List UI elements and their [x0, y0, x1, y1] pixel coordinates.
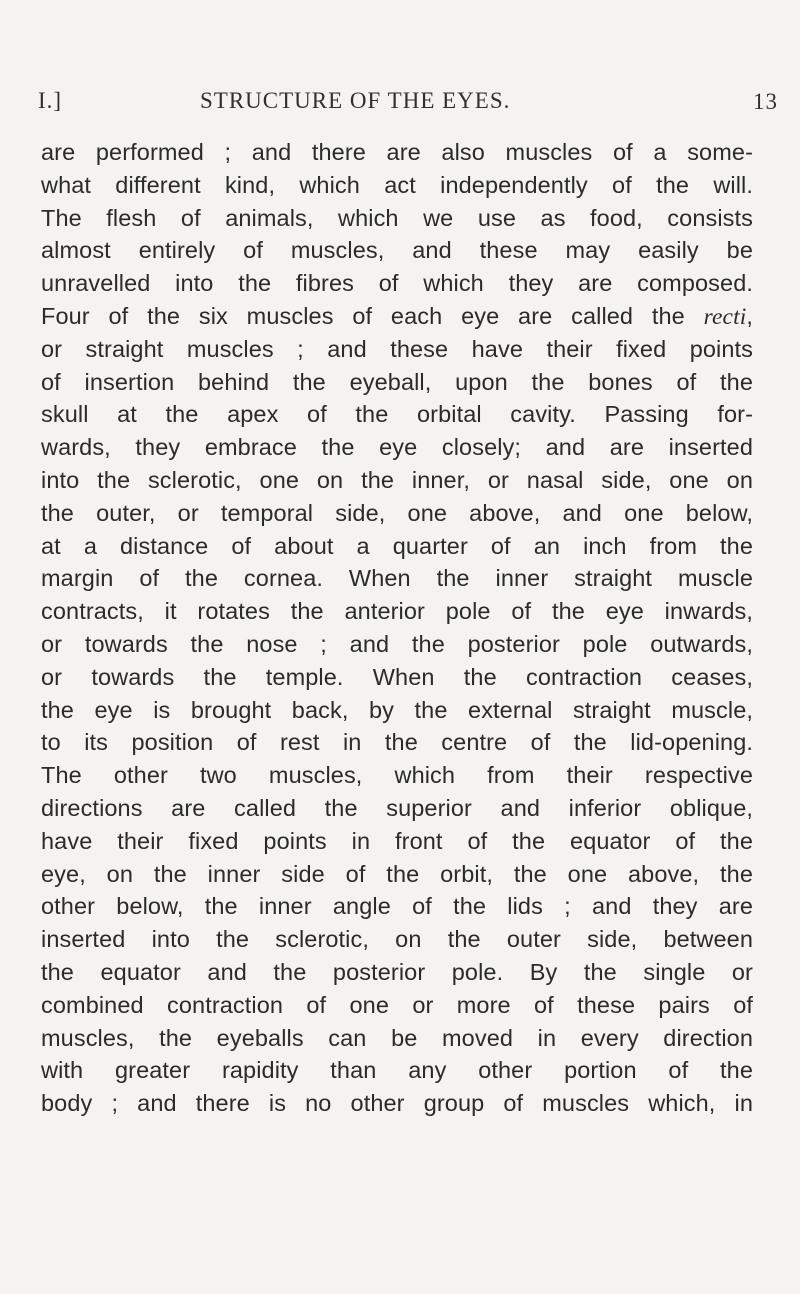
text-line: the outer, or temporal side, one above, and one below, [41, 499, 753, 526]
text-line: at a distance of about a quarter of an inch from the [41, 532, 753, 559]
text-line: The other two muscles, which from their respective [41, 762, 753, 789]
text-line: skull at the apex of the orbital cavity. Passing for- [41, 401, 753, 428]
text-line: body ; and there is no other group of muscles which, in [41, 1090, 753, 1117]
text-line: other below, the inner angle of the lids ; and they are [41, 893, 753, 920]
text-line: margin of the cornea. When the inner straight muscle [41, 565, 753, 592]
text-run: Four of the six muscles of each eye are called the [41, 302, 704, 329]
text-line: are performed ; and there are also muscles of a some- [41, 139, 753, 165]
text-line [41, 300, 753, 333]
text-line: into the sclerotic, one on the inner, or nasal side, one on [41, 466, 753, 493]
text-line: almost entirely of muscles, and these may easily be [41, 237, 753, 264]
text-line: or straight muscles ; and these have their fixed points [41, 335, 753, 362]
text-line: what different kind, which act independently of the will. [41, 171, 753, 198]
page-number: 13 [753, 89, 778, 114]
text-line: eye, on the inner side of the orbit, the one above, the [41, 860, 753, 887]
text-line: or towards the temple. When the contraction ceases, [41, 663, 753, 690]
text-line: unravelled into the fibres of which they are composed. [41, 270, 753, 297]
text-line: wards, they embrace the eye closely; and are inserted [41, 434, 753, 461]
text-line: of insertion behind the eyeball, upon the bones of the [41, 368, 753, 395]
text-line: directions are called the superior and inferior oblique, [41, 794, 753, 821]
text-line: to its position of rest in the centre of the lid-opening. [41, 729, 753, 756]
text-line: or towards the nose ; and the posterior pole outwards, [41, 630, 753, 657]
italic-term: recti [703, 303, 747, 330]
text-line: the eye is brought back, by the external straight muscle, [41, 696, 753, 723]
text-line: the equator and the posterior pole. By the single or [41, 958, 753, 985]
chapter-marker: I.] [38, 88, 63, 113]
text-line: combined contraction of one or more of these pairs of [41, 991, 753, 1018]
running-title: STRUCTURE OF THE EYES. [200, 88, 511, 113]
text-run: , [746, 302, 753, 329]
text-line: inserted into the sclerotic, on the outer side, between [41, 926, 753, 953]
running-head [38, 88, 778, 122]
body-paragraph [41, 136, 753, 1120]
text-line: have their fixed points in front of the equator of the [41, 827, 753, 854]
text-line: The flesh of animals, which we use as food, consists [41, 204, 753, 231]
text-line: with greater rapidity than any other portion of the [41, 1057, 753, 1084]
text-line: muscles, the eyeballs can be moved in every direction [41, 1024, 753, 1051]
text-line: contracts, it rotates the anterior pole of the eye inwards, [41, 598, 753, 625]
